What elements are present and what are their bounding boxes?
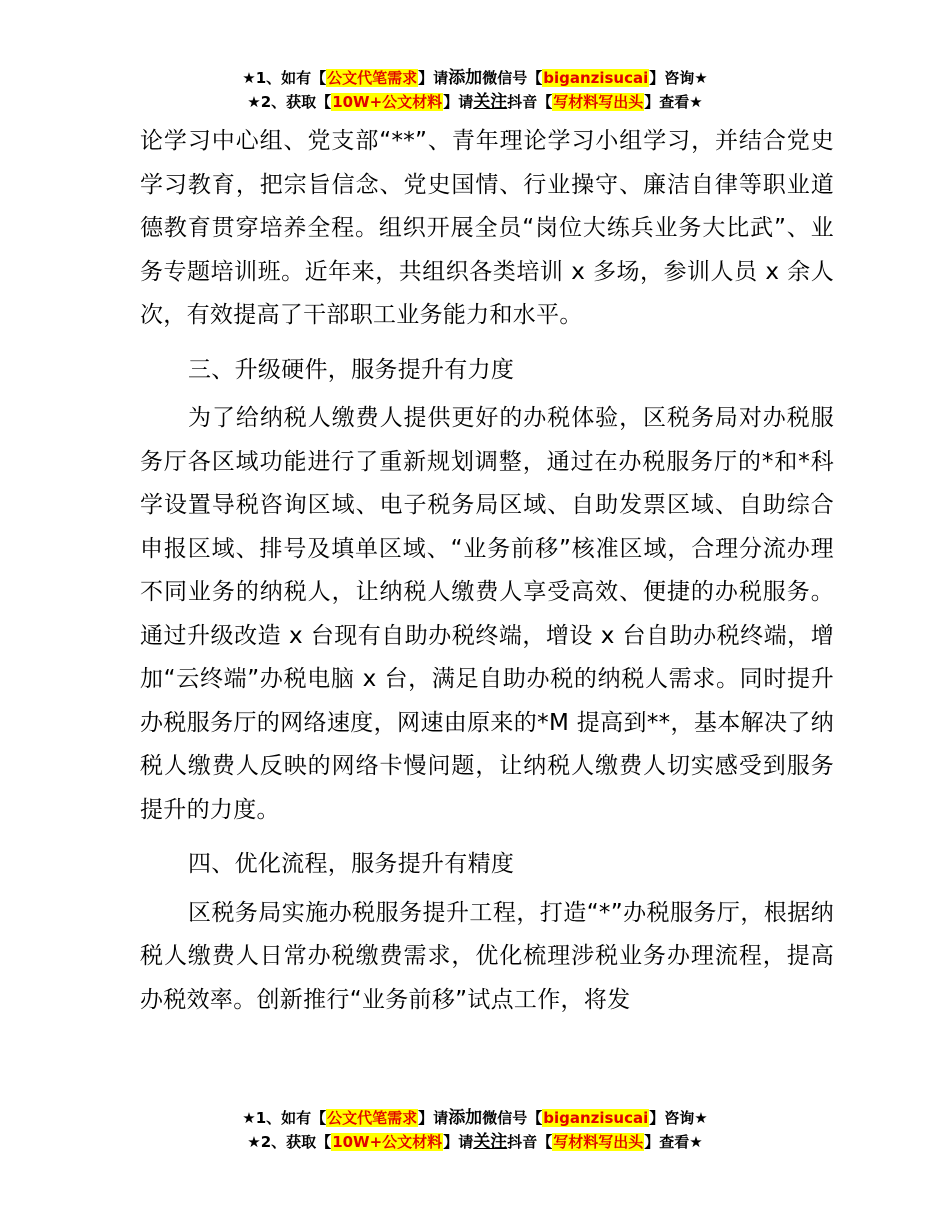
star-icon: ★ bbox=[247, 1133, 261, 1151]
banner-text: 1、如有【 bbox=[255, 1109, 327, 1127]
banner-emphasis: 关注 bbox=[473, 1132, 508, 1152]
banner-emphasis: 添加 bbox=[448, 1108, 483, 1128]
banner-line-2 bbox=[0, 1130, 950, 1154]
banner-text: 】查看 bbox=[644, 1133, 690, 1151]
banner-text: 2、获取【 bbox=[260, 93, 332, 111]
star-icon: ★ bbox=[689, 93, 703, 111]
footer-banner bbox=[0, 1106, 950, 1154]
banner-text: 抖音【 bbox=[507, 1133, 553, 1151]
banner-text: 】咨询 bbox=[649, 1109, 695, 1127]
document-body bbox=[140, 120, 834, 1022]
banner-text: 微信号【 bbox=[482, 69, 543, 87]
section-heading-4: 四、优化流程，服务提升有精度 bbox=[188, 851, 515, 877]
section-heading-3: 三、升级硬件，服务提升有力度 bbox=[188, 356, 515, 383]
banner-emphasis: 关注 bbox=[473, 92, 508, 112]
star-icon: ★ bbox=[694, 69, 708, 87]
highlight-douyin-account: 写材料写出头 bbox=[553, 1133, 644, 1151]
highlight-wechat-id: biganzisucai bbox=[543, 1109, 649, 1127]
banner-text: 1、如有【 bbox=[255, 69, 327, 87]
star-icon: ★ bbox=[247, 93, 261, 111]
banner-text: 2、获取【 bbox=[260, 1133, 332, 1151]
banner-emphasis: 添加 bbox=[448, 68, 483, 88]
banner-line-1 bbox=[0, 66, 950, 90]
banner-line-2 bbox=[0, 90, 950, 114]
star-icon: ★ bbox=[694, 1109, 708, 1127]
banner-text: 微信号【 bbox=[482, 1109, 543, 1127]
star-icon: ★ bbox=[242, 69, 256, 87]
highlight-wechat-id: biganzisucai bbox=[543, 69, 649, 87]
banner-text: 】请 bbox=[418, 69, 449, 87]
highlight-service: 公文代笔需求 bbox=[327, 1109, 418, 1127]
header-banner bbox=[0, 66, 950, 114]
star-icon: ★ bbox=[242, 1109, 256, 1127]
paragraph-process: 区税务局实施办税服务提升工程，打造“*”办税服务厅，根据纳税人缴费人日常办税缴费需求，优化梳理涉税业务办理流程，提高办税效率。创新推行“业务前移”试点工作，将发 bbox=[140, 899, 834, 1013]
banner-text: 】查看 bbox=[644, 93, 690, 111]
highlight-materials: 10W+公文材料 bbox=[332, 1133, 443, 1151]
banner-text: 】咨询 bbox=[649, 69, 695, 87]
banner-text: 】请 bbox=[443, 93, 474, 111]
paragraph-hardware: 为了给纳税人缴费人提供更好的办税体验，区税务局对办税服务厅各区域功能进行了重新规划调整，通过在办税服务厅的*和*科学设置导税咨询区域、电子税务局区域、自助发票区域、自助综合申报区域、排号及填单区域、“业务前移”核准区域，合理分流办理不同业务的纳税人，让纳税人缴费人享受高效、便捷的办税服务。通过升级改造 x 台现有自助办税终端，增设 x 台自助办税终端，增加“云终端”办税电脑 x 台，满足自助办税的纳税人需求。同时提升办税服务厅的网络速度，网速由原来的*M 提高到**，基本解决了纳税人缴费人反映的网络卡慢问题，让纳税人缴费人切实感受到服务提升的力度。 bbox=[140, 405, 834, 823]
highlight-service: 公文代笔需求 bbox=[327, 69, 418, 87]
banner-text: 】请 bbox=[418, 1109, 449, 1127]
banner-line-1 bbox=[0, 1106, 950, 1130]
star-icon: ★ bbox=[689, 1133, 703, 1151]
paragraph-training: 论学习中心组、党支部“**”、青年理论学习小组学习，并结合党史学习教育，把宗旨信念、党史国情、行业操守、廉洁自律等职业道德教育贯穿培养全程。组织开展全员“岗位大练兵业务大比武”、业务专题培训班。近年来，共组织各类培训 x 多场，参训人员 x 余人次，有效提高了干部职工业务能力和水平。 bbox=[140, 128, 834, 328]
banner-text: 】请 bbox=[443, 1133, 474, 1151]
highlight-materials: 10W+公文材料 bbox=[332, 93, 443, 111]
banner-text: 抖音【 bbox=[507, 93, 553, 111]
highlight-douyin-account: 写材料写出头 bbox=[553, 93, 644, 111]
